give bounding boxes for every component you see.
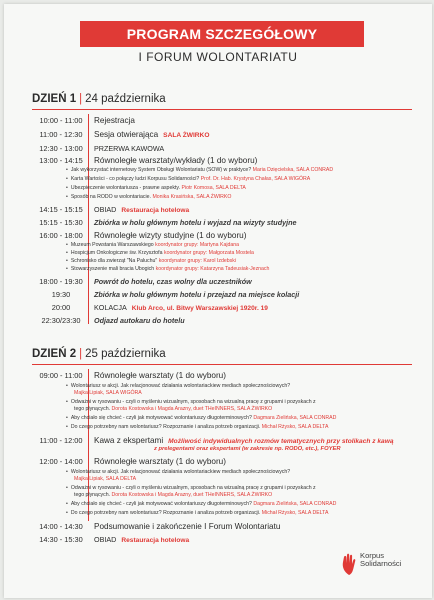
hand-icon [340, 552, 358, 576]
logo-text: Korpus Solidarności [360, 551, 402, 568]
day2-divider [32, 364, 412, 365]
day2-date: 25 października [85, 348, 166, 360]
workshop-item: • Do czego potrzebny nam wolontariusz? Rozpoznanie i analiza potrzeb organizacji. Michał Rżysko, SALA DELTA [66, 510, 329, 516]
program-sheet: PROGRAM SZCZEGÓŁOWY I FORUM WOLONTARIATU DZIEŃ 1 | 24 października 10:00 - 11:00 Rejestracja 11:00 - 12:30 Sesja otwierająca SALA ŻWIRKO 12:30 - 13:00 PRZERWA KAWOWA 13:00 - 14:15 Równoległe warsztaty/wykłady (1 do wyboru) • Jak wykorzystać internetowy System Obsługi Wolontariatu (SOW) w praktyce? Maria Dzięcielska, SALA CONRAD • Karta Wartości - co połączy ludzi Korpusu Solidarności? Prof. Dr. Hab. Krystyna Chałas, SALA WIGÓRA • Ubezpieczenie wolontariusza - prawne aspekty. Piotr Komosa, SALA DELTA • Sposób na RODO w wolontariacie. Monika Krasińska, SALA ŻWIRKO 14:15 - 15:15 OBIAD Restauracja hotelowa 15:15 - 15:30 Zbiórka w holu głównym hotelu i wyjazd na wizyty studyjne 16:00 - 18:00 Równoległe wizyty studyjne (1 do wyboru) • Muzeum Powstania Warszawskiego koordynator grupy: Martyna Kajdana • Hospicjum Onkologiczne św. Krzysztofa koordynator grupy: Małgorzata Mostela • Schronisko dla zwierząt "Na Paluchu" koordynator grupy: Karol Izdebski • Stowarzyszenie mali bracia Ubogich koordynator grupy: Katarzyna Tadeusiak-Jeznach 18:00 - 19:30 Powrót do hotelu, czas wolny dla uczestników 19:30 Zbiórka w holu głównym hotelu i przejazd na miejsce kolacji 20:00 KOLACJA Klub Arco, ul. Bitwy Warszawskiej 1920r. 19 22:30/23:30 Odjazd autokaru do hotelu DZIEŃ 2 | 25 października 09:00 - 11:00 Równoległe warsztaty (1 do wyboru) • Wolontariusz w akcji. Jak relacjonować działania wolontariackiew mediach społecznościowych? Majka Lipiak, SALA WIGÓRA • Odważni w rysowaniu - czyli o myśleniu wizualnym, sposobach na wizualną pracę z grupami i pozyskach z tego płynących. Dorota Kostowska i Magda Arazny, duet THeINNERS, SALA ŻWIRKO • Aby chciało się chcieć - czyli jak motywować wolontariuszy długoterminowych? Dagmara Zielińska, SALA CONRAD • Do czego potrzebny nam wolontariusz? Rozpoznanie i analiza potrzeb organizacji. Michał Rżysko, SALA DELTA 11:00 - 12:00 Kawa z ekspertami Możliwość indywidualnych rozmów tematycznych przy stolikach z kawą z prelegentami oraz ekspertami (w zakresie np. RODO, etc.), FOYER 12:00 - 14:00 Równoległe warsztaty (1 do wyboru) • Wolontariusz w akcji. Jak relacjonować działania wolontariackiew mediach społecznościowych? Majka Lipiak, SALA DELTA • Odważni w rysowaniu - czyli o myśleniu wizualnym, sposobach na wizualną pracę z grupami i pozyskach z tego płynących. Dorota Kostowska i Magda Arazny, duet THeINNERS, SALA ŻWIRKO • Aby chciało się chcieć - czyli jak motywować wolontariuszy długoterminowych? Dagmara Zielińska, SALA CONRAD • Do czego potrzebny nam wolontariusz? Rozpoznanie i analiza potrzeb organizacji. Michał Rżysko, SALA DELTA 14:00 - 14:30 Podsumowanie i zakończenie I Forum Wolontariatu 14:30 - 15:30 OBIAD Restauracja hotelowa Korpus Solidarności [4, 4, 432, 598]
workshop-item: • Jak wykorzystać internetowy System Obsługi Wolontariatu (SOW) w praktyce? Maria Dzięcielska, SALA CONRAD [66, 167, 334, 173]
workshop-item: • Sposób na RODO w wolontariacie. Monika Krasińska, SALA ŻWIRKO [66, 194, 232, 200]
workshop-speaker: Majka Lipiak, SALA WIGÓRA [74, 390, 142, 396]
workshop-item: • Odważni w rysowaniu - czyli o myśleniu wizualnym, sposobach na wizualną pracę z grupami i pozyskach z [66, 485, 316, 491]
visit-item: • Muzeum Powstania Warszawskiego koordynator grupy: Martyna Kajdana [66, 242, 240, 248]
visit-item: • Stowarzyszenie mali bracia Ubogich koordynator grupy: Katarzyna Tadeusiak-Jeznach [66, 266, 270, 272]
workshop-item: • Wolontariusz w akcji. Jak relacjonować działania wolontariackiew mediach społecznościowych? [66, 469, 291, 475]
visit-item: • Hospicjum Onkologiczne św. Krzysztofa koordynator grupy: Małgorzata Mostela [66, 250, 254, 256]
korpus-logo [340, 552, 410, 576]
workshop-item: • Do czego potrzebny nam wolontariusz? Rozpoznanie i analiza potrzeb organizacji. Michał Rżysko, SALA DELTA [66, 424, 329, 430]
workshop-item: • Karta Wartości - co połączy ludzi Korpusu Solidarności? Prof. Dr. Hab. Krystyna Chałas, SALA WIGÓRA [66, 176, 311, 182]
day2-heading: DZIEŃ 2 | 25 października [32, 348, 166, 360]
program-banner: PROGRAM SZCZEGÓŁOWY [80, 21, 364, 47]
day1-label: DZIEŃ 1 [32, 93, 77, 105]
workshop-item: • Aby chciało się chcieć - czyli jak motywować wolontariuszy długoterminowych? Dagmara Zielińska, SALA CONRAD [66, 501, 337, 507]
workshop-item: • Wolontariusz w akcji. Jak relacjonować działania wolontariackiew mediach społecznościowych? [66, 383, 291, 389]
workshop-item-cont: tego płynących. Dorota Kostowska i Magda Arazny, duet THeINNERS, SALA ŻWIRKO [74, 406, 273, 412]
workshop-item: • Aby chciało się chcieć - czyli jak motywować wolontariuszy długoterminowych? Dagmara Zielińska, SALA CONRAD [66, 415, 337, 421]
workshop-item: • Ubezpieczenie wolontariusza - prawne aspekty. Piotr Komosa, SALA DELTA [66, 185, 246, 191]
forum-subtitle: I FORUM WOLONTARIATU [138, 50, 298, 64]
workshop-item: • Odważni w rysowaniu - czyli o myśleniu wizualnym, sposobach na wizualną pracę z grupami i pozyskach z [66, 399, 316, 405]
workshop-speaker: Majka Lipiak, SALA DELTA [74, 476, 137, 482]
expert-coffee-detail: z prelegentami oraz ekspertami (w zakresie np. RODO, etc.), FOYER [154, 446, 341, 452]
day1-heading: DZIEŃ 1 | 24 października [32, 93, 166, 105]
day2-label: DZIEŃ 2 [32, 348, 77, 360]
visit-item: • Schronisko dla zwierząt "Na Paluchu" koordynator grupy: Karol Izdebski [66, 258, 236, 264]
day1-divider [32, 109, 412, 110]
day1-date: 24 października [85, 93, 166, 105]
workshop-item-cont: tego płynących. Dorota Kostowska i Magda Arazny, duet THeINNERS, SALA ŻWIRKO [74, 492, 273, 498]
